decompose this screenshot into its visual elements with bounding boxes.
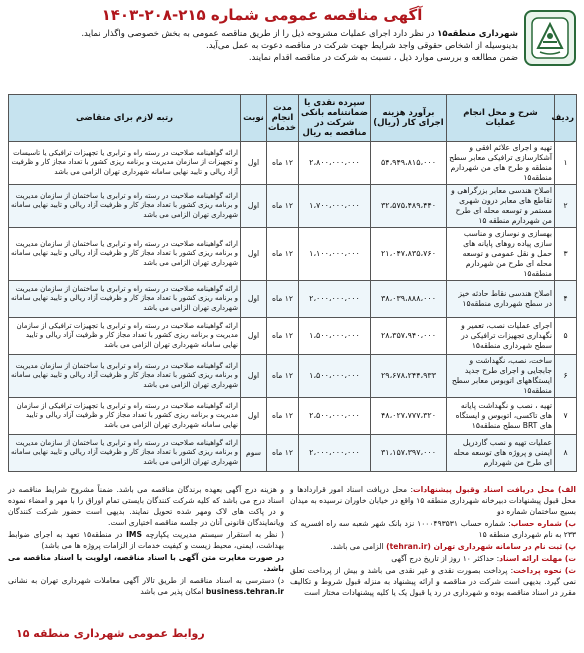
- row-turn: اول: [241, 281, 267, 318]
- row-turn: سوم: [241, 435, 267, 472]
- note-a-text: : محل دریافت اسناد امور قراردادها و محل قبول پیشنهادات دبیرخانه شهرداری منطقه ۱۵ واقع در خیابان خاوران نرسیده به میدان بسیج ساختمان شماره دو: [290, 485, 576, 516]
- notice-intro: [8, 28, 518, 64]
- table-row: [9, 398, 577, 435]
- note-left-2: [8, 529, 284, 551]
- row-requirement: ارائه گواهینامه صلاحیت در رسته راه و ترابری یا ساختمان از سازمان مدیریت و برنامه ریزی کشور با تعداد مجاز کار و ظرفیت آزاد ریالی و تایید نهایی سامانه شهرداری تهران الزامی می باشد: [9, 281, 241, 318]
- row-description: تهیه و اجرای علائم افقی و آشکارسازی ترافیکی معابر سطح منطقه و طرح های من شهردارم منطقه۱۵: [447, 142, 555, 185]
- note-a: [290, 484, 576, 517]
- row-index: ۸: [555, 435, 577, 472]
- intro-line-2: بدینوسیله از اشخاص حقوقی واجد شرایط جهت شرکت در مناقصه دعوت به عمل می‌آید.: [206, 41, 518, 51]
- table-header-row: [9, 95, 577, 142]
- row-guarantee: ۱،۵۰۰،۰۰۰،۰۰۰: [299, 355, 371, 398]
- row-description: بهسازی و نوسازی و مناسب سازی پیاده روهای پایانه های حمل و نقل عمومی و توسعه محله ای طرح من شهردارم منطقه۱۵: [447, 228, 555, 281]
- note-d-text: : حداکثر ۱۰ روز از تاریخ درج آگهی: [391, 554, 500, 563]
- row-turn: اول: [241, 228, 267, 281]
- row-index: ۵: [555, 318, 577, 355]
- row-duration: ۱۲ ماه: [267, 185, 299, 228]
- row-guarantee: ۲،۸۰۰،۰۰۰،۰۰۰: [299, 142, 371, 185]
- issuer-name: شهرداری منطقه۱۵: [437, 29, 518, 39]
- row-description: ساخت، نصب، نگهداشت و جابجایی و اجرای طرح جدید ایستگاههای اتوبوس معابر سطح منطقه۱۵: [447, 355, 555, 398]
- note-a-label: الف) محل دریافت اسناد وقبول پیشنهادات: [413, 485, 576, 494]
- row-estimate: ۲۹،۶۷۸،۲۴۴،۹۳۳: [371, 355, 447, 398]
- row-requirement: ارائه گواهینامه صلاحیت در رسته راه و ترابری یا تجهیزات ترافیکی از سازمان مدیریت و برنامه ریزی کشور با تعداد مجاز کار و ظرفیت آزاد ریالی و تایید نهایی سامانه شهرداری تهران الزامی می باشد: [9, 318, 241, 355]
- business-site-link[interactable]: business.tehran.ir: [205, 587, 284, 596]
- row-index: ۶: [555, 355, 577, 398]
- notice-number-label: شماره: [210, 6, 259, 24]
- note-left-2-post: در منطقه۱۵ تعهد به اجرای ضوابط بهداشت، ایمنی، محیط زیست و کیفیت خدمات از الزامات پروژه ها می باشد): [8, 530, 284, 550]
- row-turn: اول: [241, 355, 267, 398]
- row-index: ۳: [555, 228, 577, 281]
- row-estimate: ۳۸،۰۳۹،۸۸۸،۰۰۰: [371, 281, 447, 318]
- intro-line-1: در نظر دارد اجرای عملیات مشروحه ذیل را از طریق مناقصه عمومی به بخش خصوصی واگذار نماید.: [81, 29, 435, 39]
- row-duration: ۱۲ ماه: [267, 281, 299, 318]
- row-description: اصلاح هندسی معابر بزرگراهی و تقاطع های معابر درون شهری مستمر و توسعه محله ای طرح من شهردارم منطقه ۱۵: [447, 185, 555, 228]
- row-requirement: ارائه گواهینامه صلاحیت در رسته راه و ترابری یا تجهیزات ترافیکی یا تاسیسات و تجهیزات از سازمان مدیریت و برنامه ریزی کشور با تعداد مجاز کار و ظرفیت آزاد ریالی و تایید نهایی سامانه شهرداری تهران الزامی می باشد: [9, 142, 241, 185]
- row-guarantee: ۱،۱۰۰،۰۰۰،۰۰۰: [299, 228, 371, 281]
- row-duration: ۱۲ ماه: [267, 142, 299, 185]
- row-index: ۴: [555, 281, 577, 318]
- col-header-guarantee: سپرده نقدی یا ضمانتنامه بانکی شرکت در مناقصه به ریال: [299, 95, 371, 142]
- col-header-rank: رتبه لازم برای متقاضی: [9, 95, 241, 142]
- row-turn: اول: [241, 318, 267, 355]
- table-row: [9, 318, 577, 355]
- row-index: ۷: [555, 398, 577, 435]
- tehran-municipality-logo-icon: [524, 10, 576, 66]
- tender-table: [8, 94, 577, 472]
- notes-left-column: [8, 484, 284, 598]
- note-left-4-pre: د) دسترسی به اسناد مناقصه از طریق تالار آگهی معاملات شهرداری تهران به نشانی: [8, 576, 284, 585]
- row-description: عملیات تهیه و نصب گاردریل ایمنی و پروژه های توسعه محله ای طرح من شهردارم: [447, 435, 555, 472]
- note-b-text: : شماره حساب ۱۰۰۰۴۹۳۵۳۱ نزد بانک شهر شعبه سه راه افسریه کد ۲۳۳ به نام شهرداری منطقه ۱۵: [290, 519, 576, 539]
- note-left-2-pre: ( نظر به استقرار سیستم مدیریت یکپارچه: [141, 530, 284, 539]
- row-estimate: ۳۲،۵۷۵،۴۸۹،۴۴۰: [371, 185, 447, 228]
- row-guarantee: ۱،۷۰۰،۰۰۰،۰۰۰: [299, 185, 371, 228]
- notes-right-column: [290, 484, 576, 599]
- row-guarantee: ۱،۵۰۰،۰۰۰،۰۰۰: [299, 318, 371, 355]
- row-duration: ۱۲ ماه: [267, 228, 299, 281]
- row-description: اجرای عملیات نصب، تعمیر و نگهداری تجهیزات ترافیکی در سطح شهرداری منطقه۱۵: [447, 318, 555, 355]
- notice-title: [8, 6, 516, 24]
- note-e-label: ث) نحوه پرداخت: [513, 566, 576, 575]
- note-left-4: [8, 575, 284, 597]
- row-estimate: ۳۱،۱۵۷،۳۹۷،۰۰۰: [371, 435, 447, 472]
- note-left-1: و هزینه درج آگهی بعهده برندگان مناقصه می باشد. ضمناً مشروح شرایط مناقصه در اسناد درج می باشد که کلیه شرکت کنندگان بایستی تمام اوراق را با مهر و امضاء نموده و در پاکت های لاک ومهر شده تحویل نمایند. بدیهی است حضور شرکت کنندگان ویانمایندگان قانونی آنان در جلسه مناقصه اختیاری است.: [8, 485, 284, 527]
- col-header-desc: شرح و محل انجام عملیات: [447, 95, 555, 142]
- row-turn: اول: [241, 142, 267, 185]
- row-guarantee: ۲،۵۰۰،۰۰۰،۰۰۰: [299, 398, 371, 435]
- tender-notice: [8, 6, 576, 646]
- row-turn: اول: [241, 185, 267, 228]
- row-duration: ۱۲ ماه: [267, 355, 299, 398]
- col-header-idx: ردیف: [555, 95, 577, 142]
- table-row: [9, 228, 577, 281]
- note-d-label: ت) مهلت ارائه اسناد: [499, 554, 576, 563]
- row-guarantee: ۲،۰۰۰،۰۰۰،۰۰۰: [299, 281, 371, 318]
- notice-number: ۲۱۵-۲۰۸-۱۴۰۳: [101, 6, 206, 24]
- notice-notes: [8, 484, 576, 622]
- row-estimate: ۲۱،۰۴۷،۸۳۵،۷۶۰: [371, 228, 447, 281]
- row-requirement: ارائه گواهینامه صلاحیت در رسته راه و ترابری یا تجهیزات ترافیکی از سازمان مدیریت و برنامه ریزی کشور با تعداد مجاز کار و ظرفیت آزاد ریالی و تایید نهایی سامانه شهرداری تهران الزامی می باشد: [9, 398, 241, 435]
- row-description: تهیه ، نصب و نگهداشت پایانه های تاکسی، اتوبوس و ایستگاه های BRT سطح منطقه۱۵: [447, 398, 555, 435]
- row-requirement: ارائه گواهینامه صلاحیت در رسته راه و ترابری یا ساختمان از سازمان مدیریت و برنامه ریزی کشور با تعداد مجاز کار و ظرفیت آزاد ریالی و تایید نهایی سامانه شهرداری تهران الزامی می باشد: [9, 185, 241, 228]
- ims-label: IMS: [126, 530, 142, 539]
- public-relations-signature: روابط عمومی شهرداری منطقه ۱۵: [16, 627, 205, 640]
- note-c-label: پ) ثبت نام در سامانه شهرداری تهران (tehran.ir): [386, 542, 576, 551]
- col-header-duration: مدت انجام خدمات: [267, 95, 299, 142]
- table-row: [9, 435, 577, 472]
- note-d: [290, 553, 576, 564]
- table-row: [9, 355, 577, 398]
- note-b: [290, 518, 576, 540]
- row-index: ۱: [555, 142, 577, 185]
- note-left-3: در صورت مغایرت متن آگهی با اسناد مناقصه، اولویت با اسناد مناقصه می باشد.: [8, 553, 284, 573]
- col-header-turn: نوبت: [241, 95, 267, 142]
- note-e: [290, 565, 576, 598]
- table-row: [9, 281, 577, 318]
- table-row: [9, 142, 577, 185]
- row-duration: ۱۲ ماه: [267, 435, 299, 472]
- row-requirement: ارائه گواهینامه صلاحیت در رسته راه و ترابری یا ساختمان از سازمان مدیریت و برنامه ریزی کشور با تعداد مجاز کار و ظرفیت آزاد ریالی و تایید نهایی سامانه شهرداری تهران الزامی می باشد: [9, 435, 241, 472]
- row-index: ۲: [555, 185, 577, 228]
- row-turn: اول: [241, 398, 267, 435]
- note-c-text: الزامی می باشد.: [330, 542, 387, 551]
- note-b-label: ب) شماره حساب: [510, 519, 576, 528]
- row-guarantee: ۲،۰۰۰،۰۰۰،۰۰۰: [299, 435, 371, 472]
- col-header-estimate: برآورد هزینه اجرای کار (ریال): [371, 95, 447, 142]
- table-row: [9, 185, 577, 228]
- intro-line-3: ضمن مطالعه و بررسی موارد ذیل ، نسبت به شرکت در مناقصه اقدام نمایند.: [248, 53, 518, 63]
- note-c: [290, 541, 576, 552]
- row-requirement: ارائه گواهینامه صلاحیت در رسته راه و ترابری یا ساختمان از سازمان مدیریت و برنامه ریزی کشور با تعداد مجاز کار و ظرفیت آزاد ریالی و تایید نهایی سامانه شهرداری تهران الزامی می باشد: [9, 228, 241, 281]
- row-estimate: ۲۸،۳۵۷،۹۴۰،۰۰۰: [371, 318, 447, 355]
- row-requirement: ارائه گواهینامه صلاحیت در رسته راه و ترابری یا ساختمان از سازمان مدیریت و برنامه ریزی کشور با تعداد مجاز کار و ظرفیت آزاد ریالی و تایید نهایی سامانه شهرداری تهران الزامی می باشد: [9, 355, 241, 398]
- note-left-4-post: امکان پذیر می باشد: [140, 587, 206, 596]
- row-estimate: ۴۸،۰۲۷،۷۷۷،۳۲۰: [371, 398, 447, 435]
- row-duration: ۱۲ ماه: [267, 318, 299, 355]
- notice-title-text: آگهی مناقصه عمومی: [264, 6, 423, 24]
- notice-header: [8, 6, 576, 72]
- row-estimate: ۵۴،۹۴۹،۸۱۵،۰۰۰: [371, 142, 447, 185]
- row-duration: ۱۲ ماه: [267, 398, 299, 435]
- row-description: اصلاح هندسی نقاط حادثه خیز در سطح شهرداری منطقه۱۵: [447, 281, 555, 318]
- note-e-text: : پرداخت بصورت نقدی و غیر نقدی می باشد و بیش از پرداخت تعلق نمی گیرد. بدیهی است شرکت در مناقصه و ارائه پیشنهاد به منزله قبول شروط و تکالیف مقرر در اسناد مناقصه بوده و شهرداری در رد یا قبول یک یا کلیه پیشنهادات مختار است: [290, 566, 576, 597]
